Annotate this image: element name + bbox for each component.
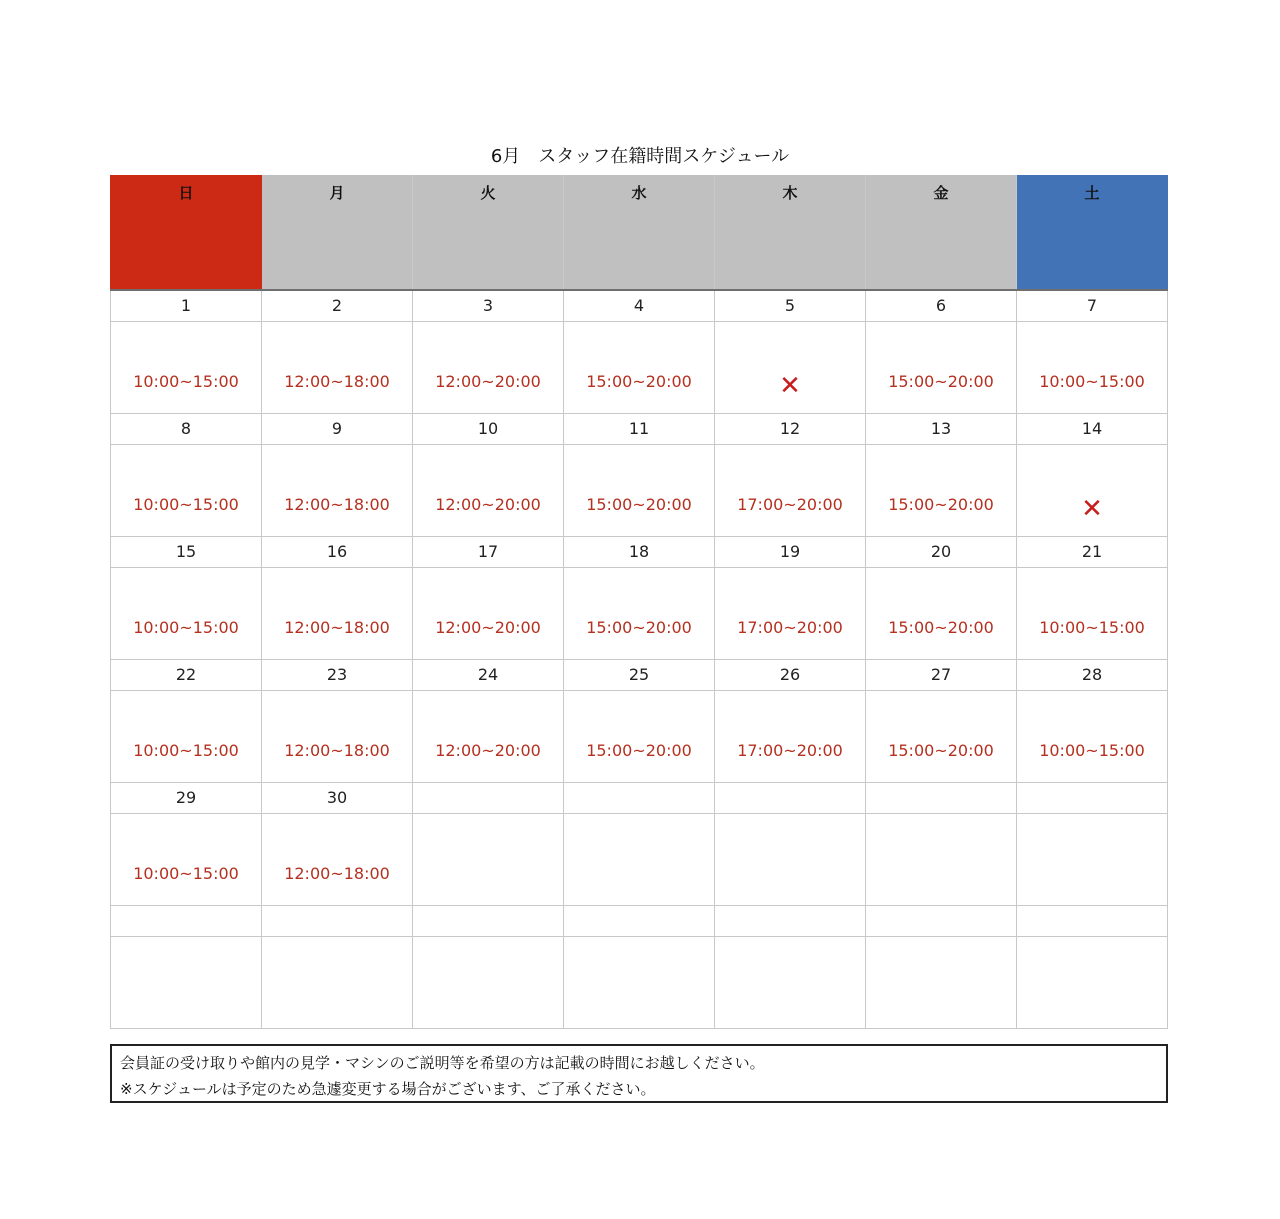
date-cell: 17 — [413, 536, 564, 567]
time-cell — [866, 936, 1017, 1028]
date-cell — [866, 782, 1017, 813]
date-cell: 14 — [1017, 413, 1168, 444]
time-cell: 12:00~18:00 — [262, 690, 413, 782]
date-cell — [1017, 782, 1168, 813]
time-cell: 15:00~20:00 — [866, 444, 1017, 536]
page-title: 6月 スタッフ在籍時間スケジュール — [490, 146, 790, 167]
date-cell: 10 — [413, 413, 564, 444]
date-cell — [413, 905, 564, 936]
time-cell: 12:00~20:00 — [413, 690, 564, 782]
time-cell — [111, 936, 262, 1028]
weekday-header-tue: 火 — [413, 175, 564, 290]
time-row — [111, 567, 1168, 659]
date-cell: 3 — [413, 290, 564, 321]
time-cell: 12:00~20:00 — [413, 444, 564, 536]
time-cell: 12:00~18:00 — [262, 444, 413, 536]
date-cell: 11 — [564, 413, 715, 444]
weekday-header-mon: 月 — [262, 175, 413, 290]
time-cell: 15:00~20:00 — [564, 690, 715, 782]
date-cell — [564, 782, 715, 813]
time-cell: 12:00~18:00 — [262, 813, 413, 905]
date-cell: 27 — [866, 659, 1017, 690]
time-cell: 10:00~15:00 — [111, 321, 262, 413]
date-cell — [564, 905, 715, 936]
schedule-calendar — [110, 175, 1168, 1029]
date-cell: 28 — [1017, 659, 1168, 690]
date-row — [111, 659, 1168, 690]
weekday-header-wed: 水 — [564, 175, 715, 290]
time-cell: 17:00~20:00 — [715, 444, 866, 536]
date-cell — [1017, 905, 1168, 936]
date-cell: 22 — [111, 659, 262, 690]
date-cell: 9 — [262, 413, 413, 444]
time-cell: 15:00~20:00 — [564, 444, 715, 536]
date-cell: 12 — [715, 413, 866, 444]
time-cell: 15:00~20:00 — [866, 690, 1017, 782]
date-cell — [413, 782, 564, 813]
date-cell: 18 — [564, 536, 715, 567]
time-cell — [564, 936, 715, 1028]
time-cell: 10:00~15:00 — [1017, 567, 1168, 659]
time-cell: 10:00~15:00 — [111, 690, 262, 782]
date-cell: 25 — [564, 659, 715, 690]
time-cell — [413, 813, 564, 905]
notice-line-1: 会員証の受け取りや館内の見学・マシンのご説明等を希望の方は記載の時間にお越しください。 — [120, 1054, 765, 1072]
date-cell: 7 — [1017, 290, 1168, 321]
time-cell: 10:00~15:00 — [111, 444, 262, 536]
date-cell: 30 — [262, 782, 413, 813]
date-cell: 5 — [715, 290, 866, 321]
time-row — [111, 444, 1168, 536]
calendar-body — [111, 290, 1168, 1028]
date-cell: 13 — [866, 413, 1017, 444]
notice-box — [110, 1044, 1168, 1103]
date-cell: 16 — [262, 536, 413, 567]
weekday-header-row — [111, 175, 1168, 290]
date-cell: 20 — [866, 536, 1017, 567]
date-cell: 26 — [715, 659, 866, 690]
date-row — [111, 782, 1168, 813]
time-cell — [1017, 936, 1168, 1028]
closed-x-icon: ✕ — [779, 370, 801, 401]
date-cell — [715, 905, 866, 936]
notice-line-2: ※スケジュールは予定のため急遽変更する場合がございます、ご了承ください。 — [120, 1080, 656, 1098]
time-cell — [715, 321, 866, 413]
time-row — [111, 321, 1168, 413]
time-cell: 12:00~18:00 — [262, 321, 413, 413]
date-row — [111, 290, 1168, 321]
time-cell: 12:00~20:00 — [413, 567, 564, 659]
date-cell — [866, 905, 1017, 936]
time-cell — [413, 936, 564, 1028]
date-cell: 19 — [715, 536, 866, 567]
weekday-header-thu: 木 — [715, 175, 866, 290]
time-row — [111, 813, 1168, 905]
date-cell — [262, 905, 413, 936]
time-cell — [715, 813, 866, 905]
weekday-header-sun: 日 — [111, 175, 262, 290]
date-cell: 23 — [262, 659, 413, 690]
date-cell: 8 — [111, 413, 262, 444]
closed-x-icon: ✕ — [1081, 493, 1103, 524]
date-row — [111, 536, 1168, 567]
time-cell — [564, 813, 715, 905]
time-row — [111, 690, 1168, 782]
time-cell: 15:00~20:00 — [866, 321, 1017, 413]
date-cell: 21 — [1017, 536, 1168, 567]
date-cell: 6 — [866, 290, 1017, 321]
weekday-header-sat: 土 — [1017, 175, 1168, 290]
weekday-header-fri: 金 — [866, 175, 1017, 290]
date-row — [111, 413, 1168, 444]
time-cell: 10:00~15:00 — [111, 813, 262, 905]
time-cell: 17:00~20:00 — [715, 690, 866, 782]
date-cell: 2 — [262, 290, 413, 321]
time-cell — [1017, 444, 1168, 536]
time-cell: 10:00~15:00 — [1017, 321, 1168, 413]
time-cell — [715, 936, 866, 1028]
time-cell — [262, 936, 413, 1028]
date-row — [111, 905, 1168, 936]
date-cell: 15 — [111, 536, 262, 567]
time-cell: 15:00~20:00 — [866, 567, 1017, 659]
date-cell — [715, 782, 866, 813]
time-cell: 15:00~20:00 — [564, 567, 715, 659]
date-cell: 4 — [564, 290, 715, 321]
time-cell — [866, 813, 1017, 905]
time-cell: 15:00~20:00 — [564, 321, 715, 413]
time-cell: 12:00~18:00 — [262, 567, 413, 659]
time-cell: 10:00~15:00 — [111, 567, 262, 659]
time-cell: 10:00~15:00 — [1017, 690, 1168, 782]
date-cell: 29 — [111, 782, 262, 813]
time-row — [111, 936, 1168, 1028]
date-cell: 24 — [413, 659, 564, 690]
date-cell: 1 — [111, 290, 262, 321]
time-cell: 12:00~20:00 — [413, 321, 564, 413]
time-cell — [1017, 813, 1168, 905]
time-cell: 17:00~20:00 — [715, 567, 866, 659]
date-cell — [111, 905, 262, 936]
